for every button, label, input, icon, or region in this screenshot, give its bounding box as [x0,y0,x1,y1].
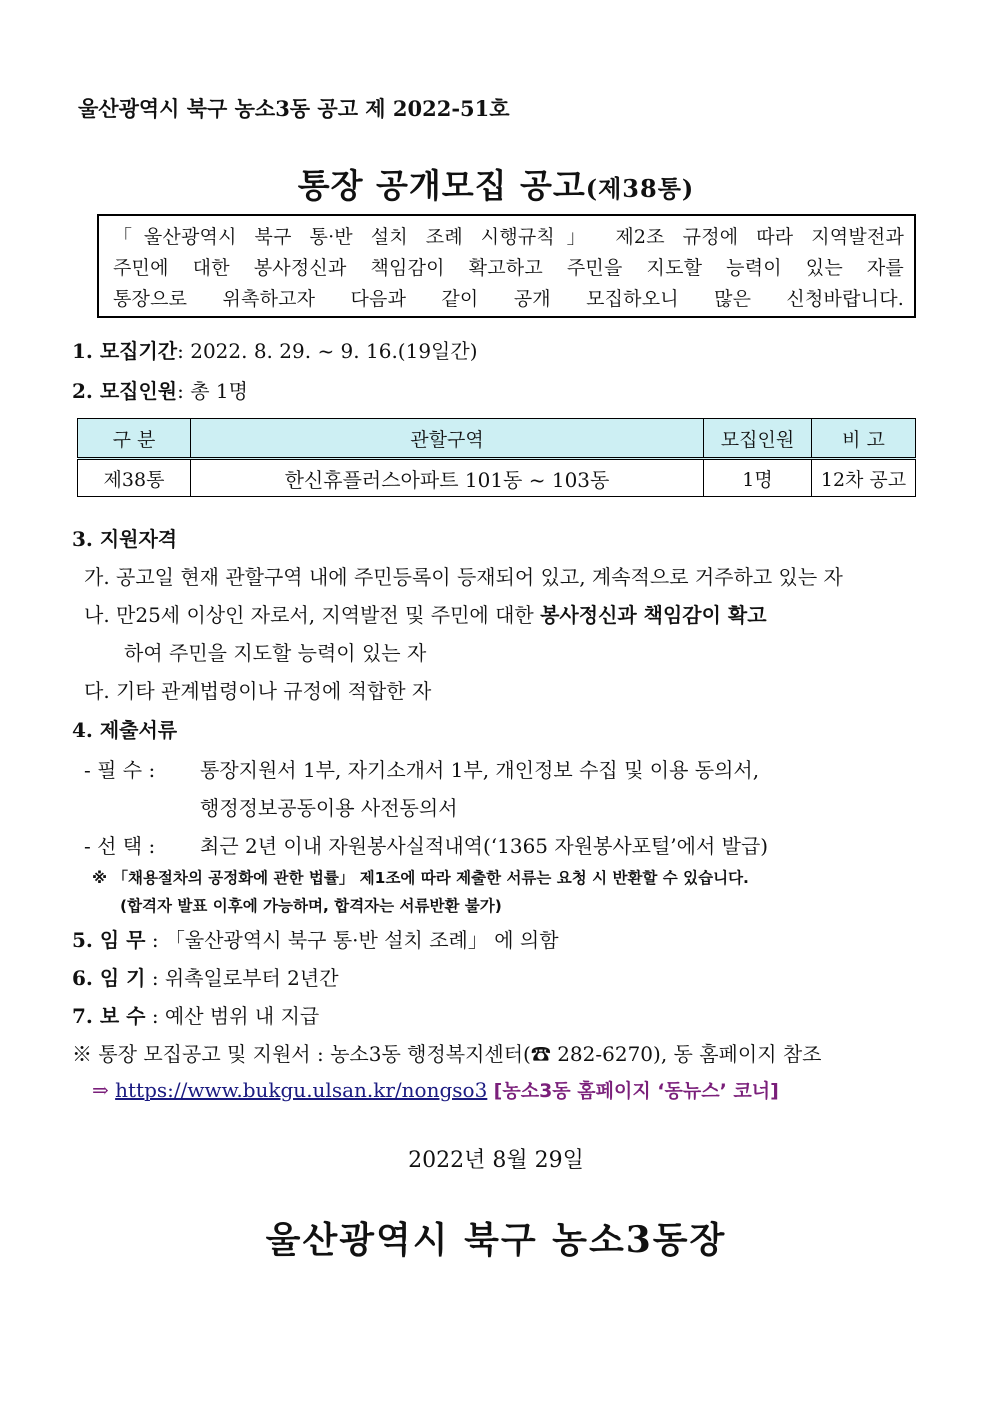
homepage-corner: [농소3동 홈페이지 ‘동뉴스’ 코너] [493,1080,779,1102]
pay-value: : 예산 범위 내 지급 [151,1004,320,1028]
title-main: 통장 공개모집 공고 [297,166,586,205]
homepage-link[interactable]: https://www.bukgu.ulsan.kr/nongso3 [115,1078,488,1102]
table-cell: 12차 공고 [812,459,916,497]
qualification-na [84,599,767,628]
qualification-heading: 3. 지원자격 [72,527,178,551]
optional-docs: 최근 2년 이내 자원봉사실적내역(‘1365 자원봉사포털’에서 발급) [200,834,769,858]
term-label: 6. 임 기 [72,966,146,990]
term-value: : 위촉일로부터 2년간 [151,966,339,990]
required-docs-2: 행정정보공동이용 사전동의서 [200,796,458,820]
district-table [77,418,916,497]
section-term [72,962,339,991]
table-row [78,459,916,497]
required-label: - 필 수 : [84,758,156,782]
qualification-na-text: 나. 만25세 이상인 자로서, 지역발전 및 주민에 대한 [84,603,541,627]
section-count [72,375,248,404]
reference-note: ※ 통장 모집공고 및 지원서 : 농소3동 행정복지센터(☎ 282-6270), 동 홈페이지 참조 [72,1042,822,1066]
documents-heading: 4. 제출서류 [72,718,178,742]
duty-label: 5. 임 무 [72,928,146,952]
table-cell: 한신휴플러스아파트 101동 ~ 103동 [191,459,704,497]
intro-box [97,214,916,318]
header-cell: 모집인원 [704,419,812,459]
table-cell: 제38통 [78,459,191,497]
optional-label: - 선 택 : [84,834,156,858]
qualification-da: 다. 기타 관계법령이나 규정에 적합한 자 [84,679,432,703]
qualification-na-bold: 봉사정신과 책임감이 확고 [540,603,767,627]
doc-number: 울산광역시 북구 농소3동 공고 제 2022-51호 [78,96,510,121]
intro-line: 주민에 대한 봉사정신과 책임감이 확고하고 주민을 지도할 능력이 있는 자를 [113,257,904,279]
note-line: ※ 「채용절차의 공정화에 관한 법률」 제1조에 따라 제출한 서류는 요청 시 반환할 수 있습니다. [92,869,749,887]
signature: 울산광역시 북구 농소3동장 [265,1219,727,1261]
issue-date: 2022년 8월 29일 [408,1148,584,1173]
duty-value: : 「울산광역시 북구 통·반 설치 조례」 에 의함 [151,928,559,952]
header-cell: 구 분 [78,419,191,459]
section-duty [72,924,559,953]
reference-link-line [92,1076,779,1103]
qualification-ga: 가. 공고일 현재 관할구역 내에 주민등록이 등재되어 있고, 계속적으로 거주하고 있는 자 [84,565,843,589]
note-line: (합격자 발표 이후에 가능하며, 합격자는 서류반환 불가) [120,897,502,915]
period-label: 1. 모집기간 [72,339,178,363]
title-sub: (제38통) [585,174,695,203]
section-period [72,335,478,364]
intro-line: 통장으로 위촉하고자 다음과 같이 공개 모집하오니 많은 신청바랍니다. [113,288,904,310]
pay-label: 7. 보 수 [72,1004,146,1028]
table-header [78,419,916,459]
section-pay [72,1000,319,1029]
header-cell: 비 고 [812,419,916,459]
required-docs-1: 통장지원서 1부, 자기소개서 1부, 개인정보 수집 및 이용 동의서, [200,758,760,782]
intro-line: 「울산광역시 북구 통·반 설치 조례 시행규칙」 제2조 규정에 따라 지역발전과 [113,226,904,248]
count-value: : 총 1명 [177,379,248,403]
table-cell: 1명 [704,459,812,497]
period-value: : 2022. 8. 29. ~ 9. 16.(19일간) [177,339,478,363]
arrow-icon: ⇒ [92,1078,109,1102]
qualification-na-cont: 하여 주민을 지도할 능력이 있는 자 [124,641,427,665]
count-label: 2. 모집인원 [72,379,178,403]
page-title [0,160,992,207]
header-cell: 관할구역 [191,419,704,459]
